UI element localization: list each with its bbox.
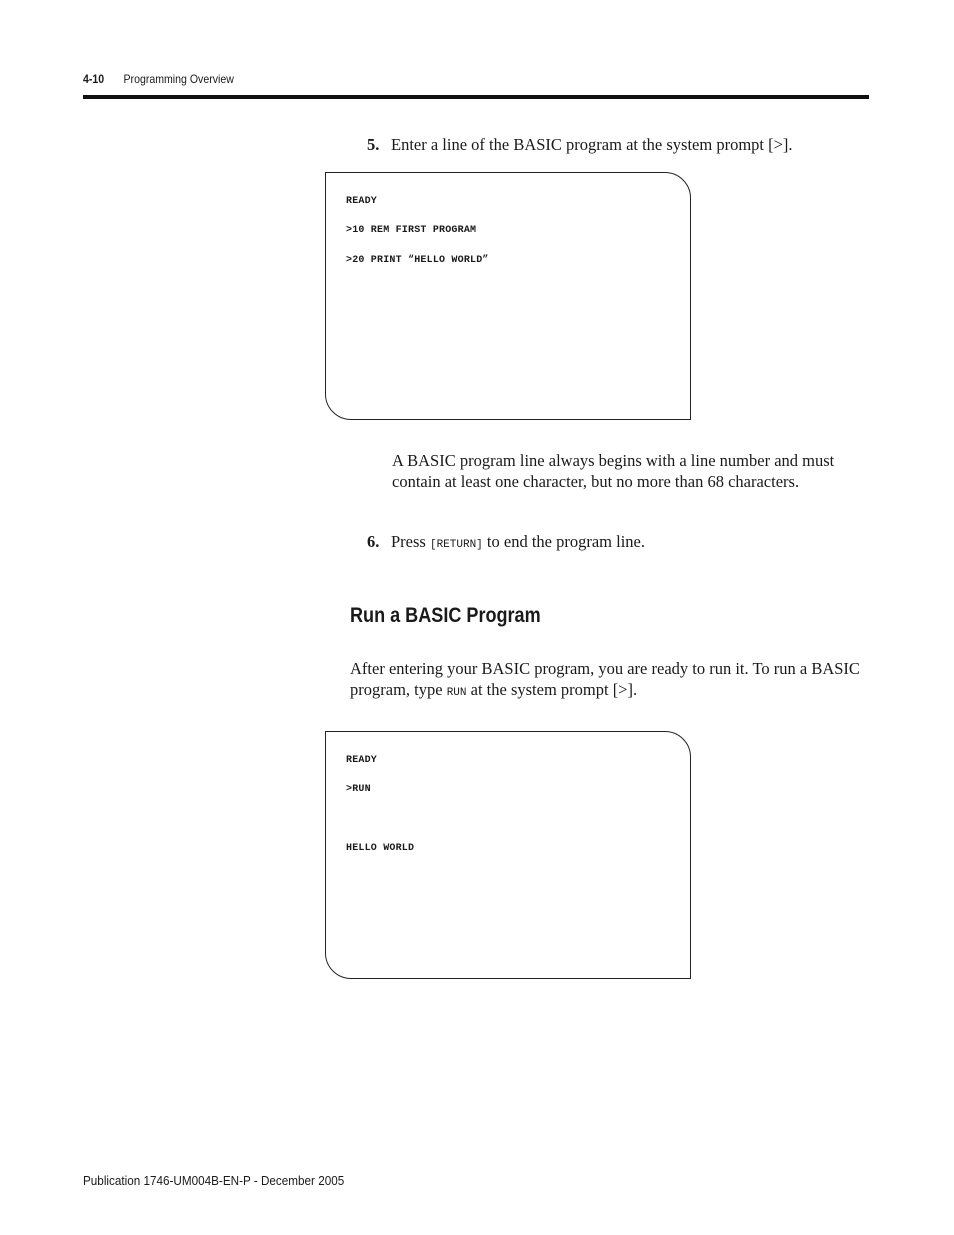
screen-line: >10 REM FIRST PROGRAM <box>346 225 477 236</box>
section-title: Programming Overview <box>123 72 234 86</box>
screen-line: >20 PRINT “HELLO WORLD” <box>346 255 489 266</box>
step-6 <box>367 532 645 552</box>
step-text: Enter a line of the BASIC program at the system prompt [>]. <box>391 135 793 154</box>
page-header <box>83 72 234 86</box>
step-number: 5. <box>367 135 380 154</box>
terminal-screen-program-entry <box>325 172 691 420</box>
step-text-after: to end the program line. <box>486 532 645 551</box>
run-command-code: RUN <box>446 686 467 699</box>
program-line-note: A BASIC program line always begins with a line number and must contain at least one character, but no more than 68 characters. <box>392 451 835 491</box>
page-footer: Publication 1746-UM004B-EN-P - December 2005 <box>83 1173 345 1188</box>
terminal-screen-run-output <box>325 731 691 979</box>
return-key-code: [RETURN] <box>429 539 483 551</box>
screen-line: >RUN <box>346 784 371 795</box>
page-number: 4-10 <box>83 72 105 86</box>
step-number: 6. <box>367 532 380 551</box>
header-rule <box>83 95 869 99</box>
run-instructions <box>350 659 866 703</box>
step-text-before: Press <box>391 532 426 551</box>
section-heading: Run a BASIC Program <box>350 604 541 627</box>
screen-line: READY <box>346 196 378 207</box>
run-text-before: After entering your BASIC program, you are ready to run it. To run a BASIC program, type <box>350 659 860 699</box>
step-5 <box>367 135 793 155</box>
screen-line: HELLO WORLD <box>346 843 415 854</box>
screen-line: READY <box>346 755 378 766</box>
run-text-after: at the system prompt [>]. <box>470 679 638 699</box>
